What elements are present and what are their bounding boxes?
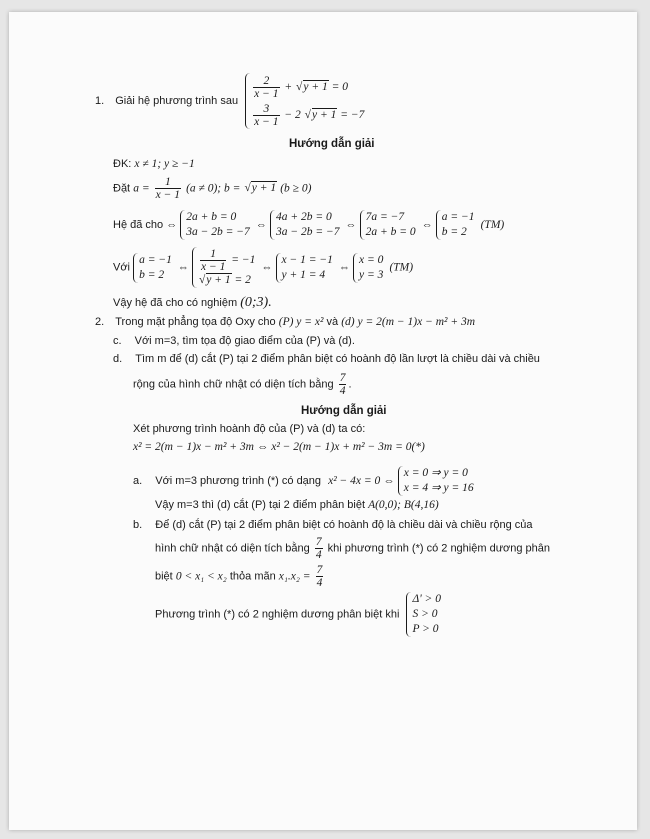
intersection-intro: Xét phương trình hoành độ của (P) và (d) ta có: <box>133 423 366 435</box>
problem-2-part-d-cont: rộng của hình chữ nhật có diện tích bằng $\frac{7}{4}$ . <box>133 372 352 397</box>
problem-2: 2. Trong mặt phẳng tọa độ Oxy cho (P) y = x² và (d) y = 2(m − 1)x − m² + 3m <box>95 316 476 328</box>
solution-part-b-line3: biệt 0 < x₁ < x₂ thỏa mãn x₁.x₂ = $\frac{7}{4}$ <box>155 564 323 589</box>
intersection-equation: x² = 2(m − 1)x − m² + 3m ⇔ x² − 2(m − 1)x + m² − 3m = 0(*) <box>133 441 425 453</box>
back-substitution-line: Với a = −1 b = 2 ⇔ $\frac{1}{x - 1}$ = −1 √ y + 1 = 2 ⇔ x − 1 = −1 y + 1 = 4 ⇔ x = 0 y = 3 (TM) <box>113 247 413 288</box>
condition-line: ĐK: x ≠ 1; y ≥ −1 <box>113 158 195 170</box>
solution-part-a: a. Với m=3 phương trình (*) có dạng x² − 4x = 0 ⇔ x = 0 ⇒ y = 0 x = 4 ⇒ y = 16 <box>133 466 477 496</box>
problem-1-text: Giải hệ phương trình sau <box>115 94 239 107</box>
solution-part-a-conclusion: Vậy m=3 thì (d) cắt (P) tại 2 điểm phân biệt A(0,0); B(4,16) <box>155 499 439 511</box>
problem-2-part-d: d. Tìm m để (d) cắt (P) tại 2 điểm phân biệt có hoành độ lần lượt là chiều dài và chiều <box>113 353 540 365</box>
guide-heading-2: Hướng dẫn giải <box>301 405 387 417</box>
guide-heading-1: Hướng dẫn giải <box>289 138 375 150</box>
solution-part-b-line2: hình chữ nhật có diện tích bằng $\frac{7}{4}$ khi phương trình (*) có 2 nghiệm dương phân <box>155 536 551 561</box>
system-transform-line: Hệ đã cho ⇔ 2a + b = 0 3a − 2b = −7 ⇔ 4a + 2b = 0 3a − 2b = −7 ⇔ 7a = −7 2a + b = 0 ⇔ a = −1 b = 2 (TM) <box>113 211 505 238</box>
problem-1 <box>95 73 367 129</box>
solution-part-b: b. Để (d) cắt (P) tại 2 điểm phân biệt có hoành độ là chiều dài và chiều rộng của <box>133 519 533 531</box>
solution-part-b-condition: Phương trình (*) có 2 nghiệm dương phân biệt khi Δ' > 0 S > 0 P > 0 <box>155 592 444 637</box>
conclusion-1: Vậy hệ đã cho có nghiệm (0;3). <box>113 295 272 310</box>
problem-2-part-c: c. Với m=3, tìm tọa độ giao điểm của (P) và (d). <box>113 335 355 347</box>
problem-1-number: 1. <box>95 94 105 107</box>
substitution-line: Đặt a = $\frac{1}{x - 1}$ (a ≠ 0); b = √ y + 1 (b ≥ 0) <box>113 176 311 201</box>
problem-1-system: $\frac{2}{x - 1}$ + √ y + 1 = 0 $\frac{3}{x - 1}$ − 2 √ y + 1 = −7 <box>245 73 367 129</box>
document-page <box>9 12 637 830</box>
